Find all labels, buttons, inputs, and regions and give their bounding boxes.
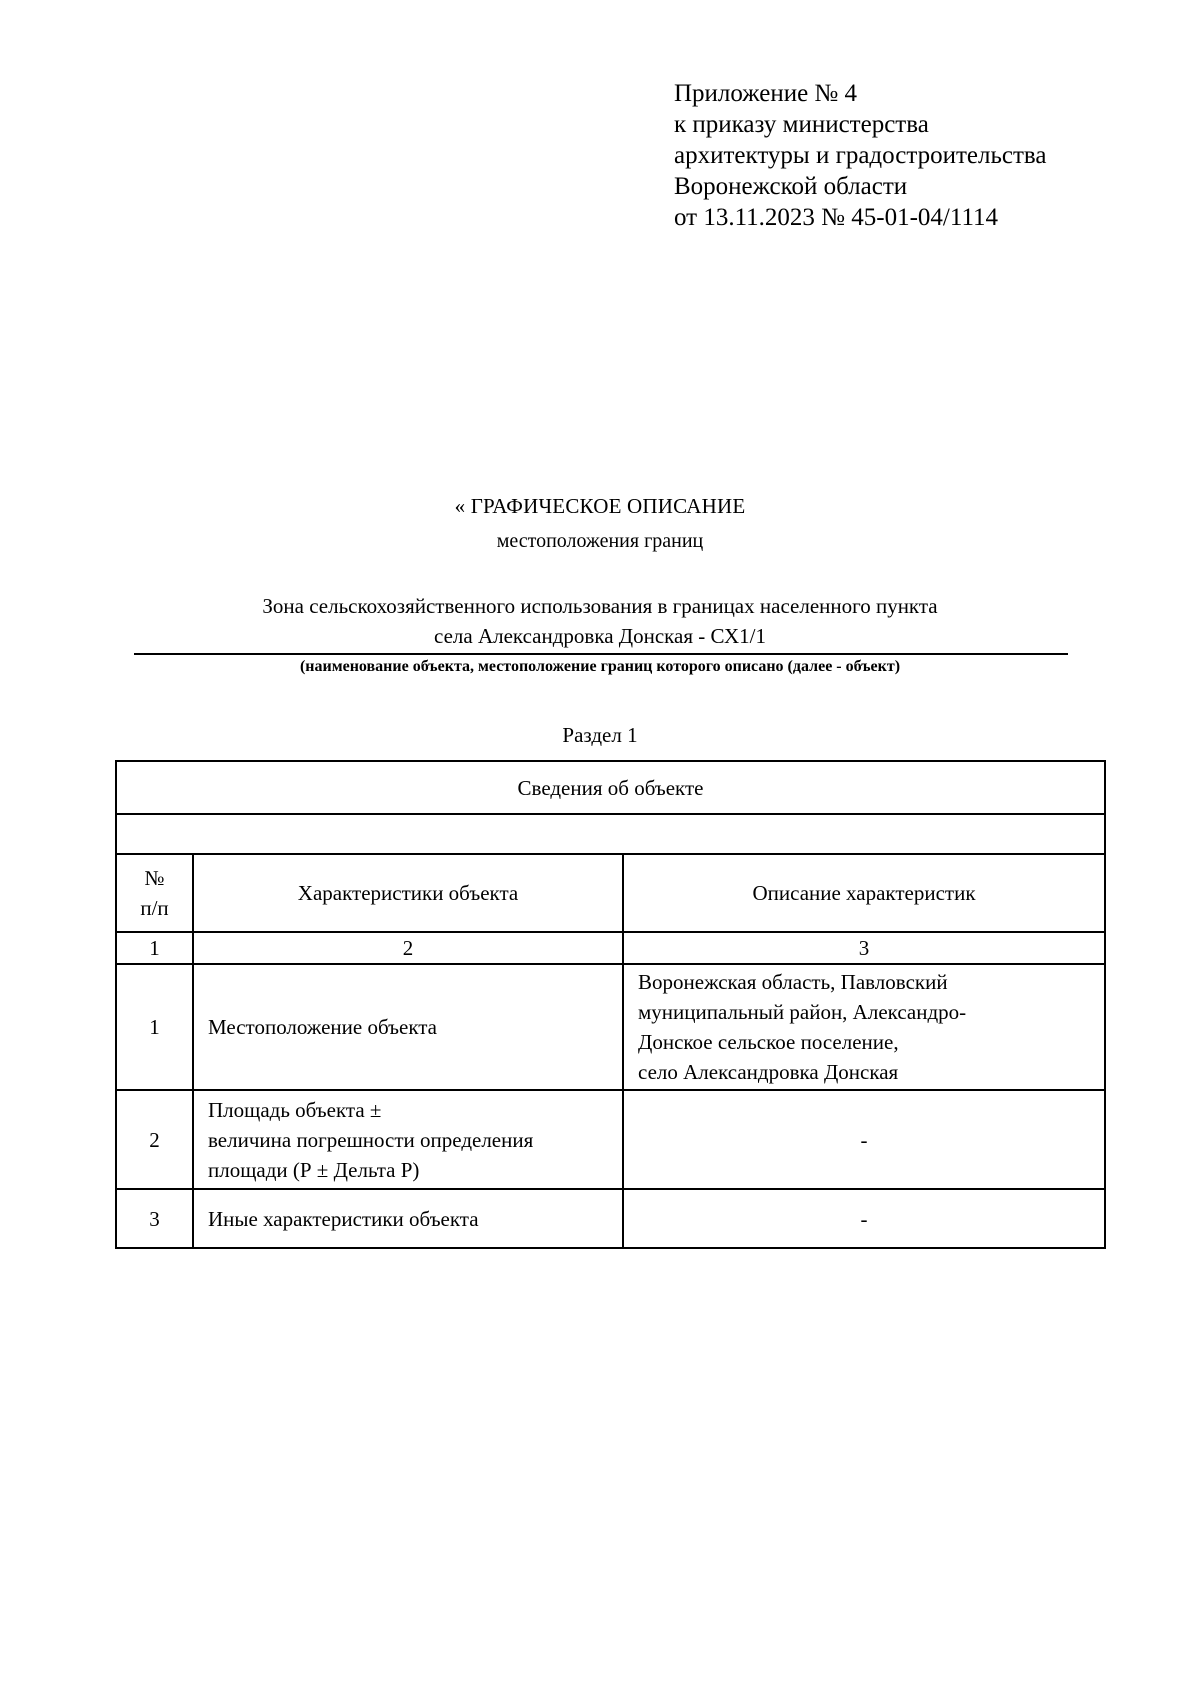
object-name-underline (134, 653, 1068, 655)
row-characteristic: Местоположение объекта (193, 964, 623, 1090)
table-caption-row (116, 761, 1105, 814)
col-number: 2 (193, 932, 623, 964)
row-description: - (623, 1189, 1105, 1248)
appendix-line: Воронежской области (674, 173, 908, 200)
table-empty-row (116, 814, 1105, 854)
table-header-row (116, 854, 1105, 932)
appendix-block (674, 78, 1046, 233)
row-description-line: Донское сельское поселение, (638, 1030, 899, 1054)
table-col-number-row (116, 932, 1105, 964)
row-description-line: муниципальный район, Александро- (638, 1000, 967, 1024)
appendix-line: Приложение № 4 (674, 80, 858, 107)
row-num: 2 (116, 1090, 193, 1189)
header-num-line1: № (144, 866, 165, 890)
col-number: 1 (116, 932, 193, 964)
row-description: - (623, 1090, 1105, 1189)
table-empty-cell (116, 814, 1105, 854)
object-info-table (115, 760, 1106, 1249)
row-description (623, 964, 1105, 1090)
object-name-line1: Зона сельскохозяйственного использования в границах населенного пункта (262, 594, 938, 618)
table-row (116, 1189, 1105, 1248)
document-title: « ГРАФИЧЕСКОЕ ОПИСАНИЕ (454, 494, 746, 518)
row-characteristic-line: величина погрешности определения (208, 1127, 534, 1152)
document-subtitle: местоположения границ (496, 530, 704, 552)
table-row (116, 964, 1105, 1090)
header-num-line2: п/п (140, 896, 169, 920)
row-description-line: село Александровка Донская (638, 1060, 899, 1084)
appendix-line: архитектуры и градостроительства (674, 142, 1047, 169)
col-number: 3 (623, 932, 1105, 964)
row-description-line: Воронежская область, Павловский (638, 970, 948, 994)
object-name-line2: села Александровка Донская - СХ1/1 (434, 624, 766, 648)
appendix-line: к приказу министерства (674, 111, 929, 138)
section-heading: Раздел 1 (562, 723, 638, 747)
row-num: 3 (116, 1189, 193, 1248)
appendix-line: от 13.11.2023 № 45-01-04/1114 (674, 204, 999, 231)
row-characteristic-line: Площадь объекта ± (208, 1097, 382, 1122)
row-characteristic-line: площади (Р ± Дельта Р) (208, 1157, 420, 1182)
row-num: 1 (116, 964, 193, 1090)
object-name-caption: (наименование объекта, местоположение границ которого описано (далее - объект) (299, 658, 901, 675)
table-caption: Сведения об объекте (116, 761, 1105, 814)
header-characteristics: Характеристики объекта (193, 854, 623, 932)
table-row (116, 1090, 1105, 1189)
header-num (116, 854, 193, 932)
header-description: Описание характеристик (623, 854, 1105, 932)
row-characteristic: Иные характеристики объекта (193, 1189, 623, 1248)
row-characteristic (193, 1090, 623, 1189)
